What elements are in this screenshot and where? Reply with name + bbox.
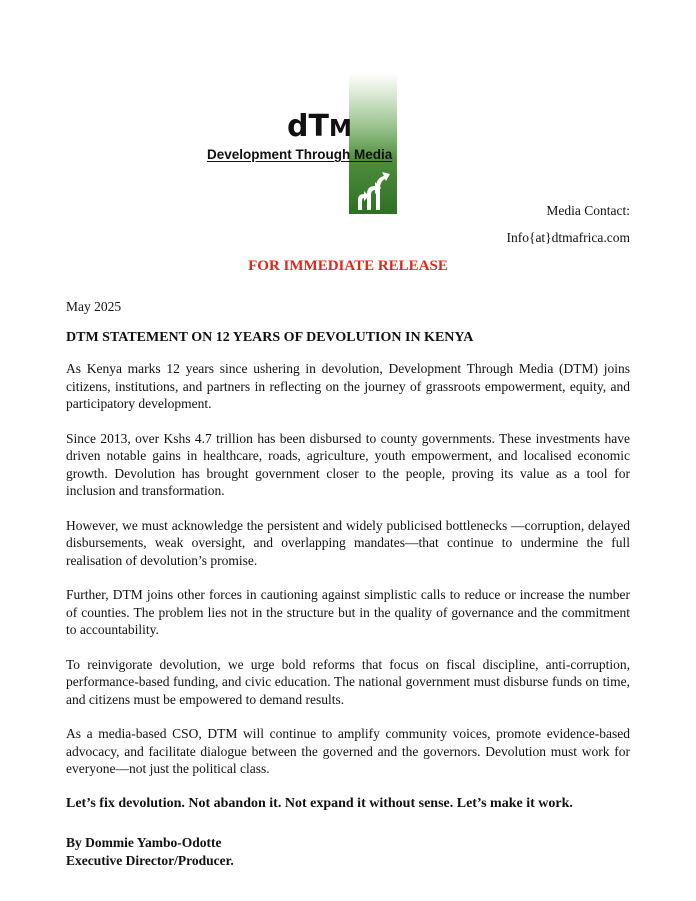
media-contact-label: Media Contact: [546,203,630,218]
closing-line: Let’s fix devolution. Not abandon it. Not expand it without sense. Let’s make it work. [66,795,573,811]
logo-tagline: Development Through Media [207,147,393,162]
logo-wordmark-end: M [328,116,352,142]
media-contact-email: Info{at}dtmafrica.com [506,230,630,245]
paragraph: As a media-based CSO, DTM will continue to amplify community voices, promote evidence-based advocacy, and facilitate dialogue between the governed and the governors. Devolution must work for everyone—not just the political class. [66,726,630,776]
release-label: FOR IMMEDIATE RELEASE [248,258,448,274]
growth-arrows-icon [352,166,392,212]
signature-role: Executive Director/Producer. [66,853,234,868]
logo-wordmark-main: dT [287,109,329,144]
statement-date: May 2025 [66,299,122,314]
signature-name: By Dommie Yambo-Odotte [66,835,222,850]
logo-wordmark [287,109,352,144]
paragraph: To reinvigorate devolution, we urge bold reforms that focus on fiscal discipline, anti-corruption, performance-based funding, and civic education. The national government must disburse funds on time, and citizens must be empowered to demand results. [66,656,630,707]
paragraph: Since 2013, over Kshs 4.7 trillion has been disbursed to county governments. These investments have driven notable gains in healthcare, roads, agriculture, youth empowerment, and localised economic growth. Devolution has brought government closer to the people, proving its value as a tool for inclusion and transformation. [66,430,630,498]
paragraph: Further, DTM joins other forces in cautioning against simplistic calls to reduce or increase the number of counties. The problem lies not in the structure but in the quality of governance and the commitment to accountability. [66,587,630,637]
paragraph: As Kenya marks 12 years since ushering in devolution, Development Through Media (DTM) joins citizens, institutions, and partners in reflecting on the journey of grassroots empowerment, equity, and participatory development. [66,361,630,411]
paragraph: However, we must acknowledge the persistent and widely publicised bottlenecks —corruption, delayed disbursements, weak oversight, and overlapping mandates—that continue to undermine the full realisation of devolution’s promise. [66,517,630,568]
statement-title: DTM STATEMENT ON 12 YEARS OF DEVOLUTION IN KENYA [66,329,474,345]
statement-body [66,298,630,870]
